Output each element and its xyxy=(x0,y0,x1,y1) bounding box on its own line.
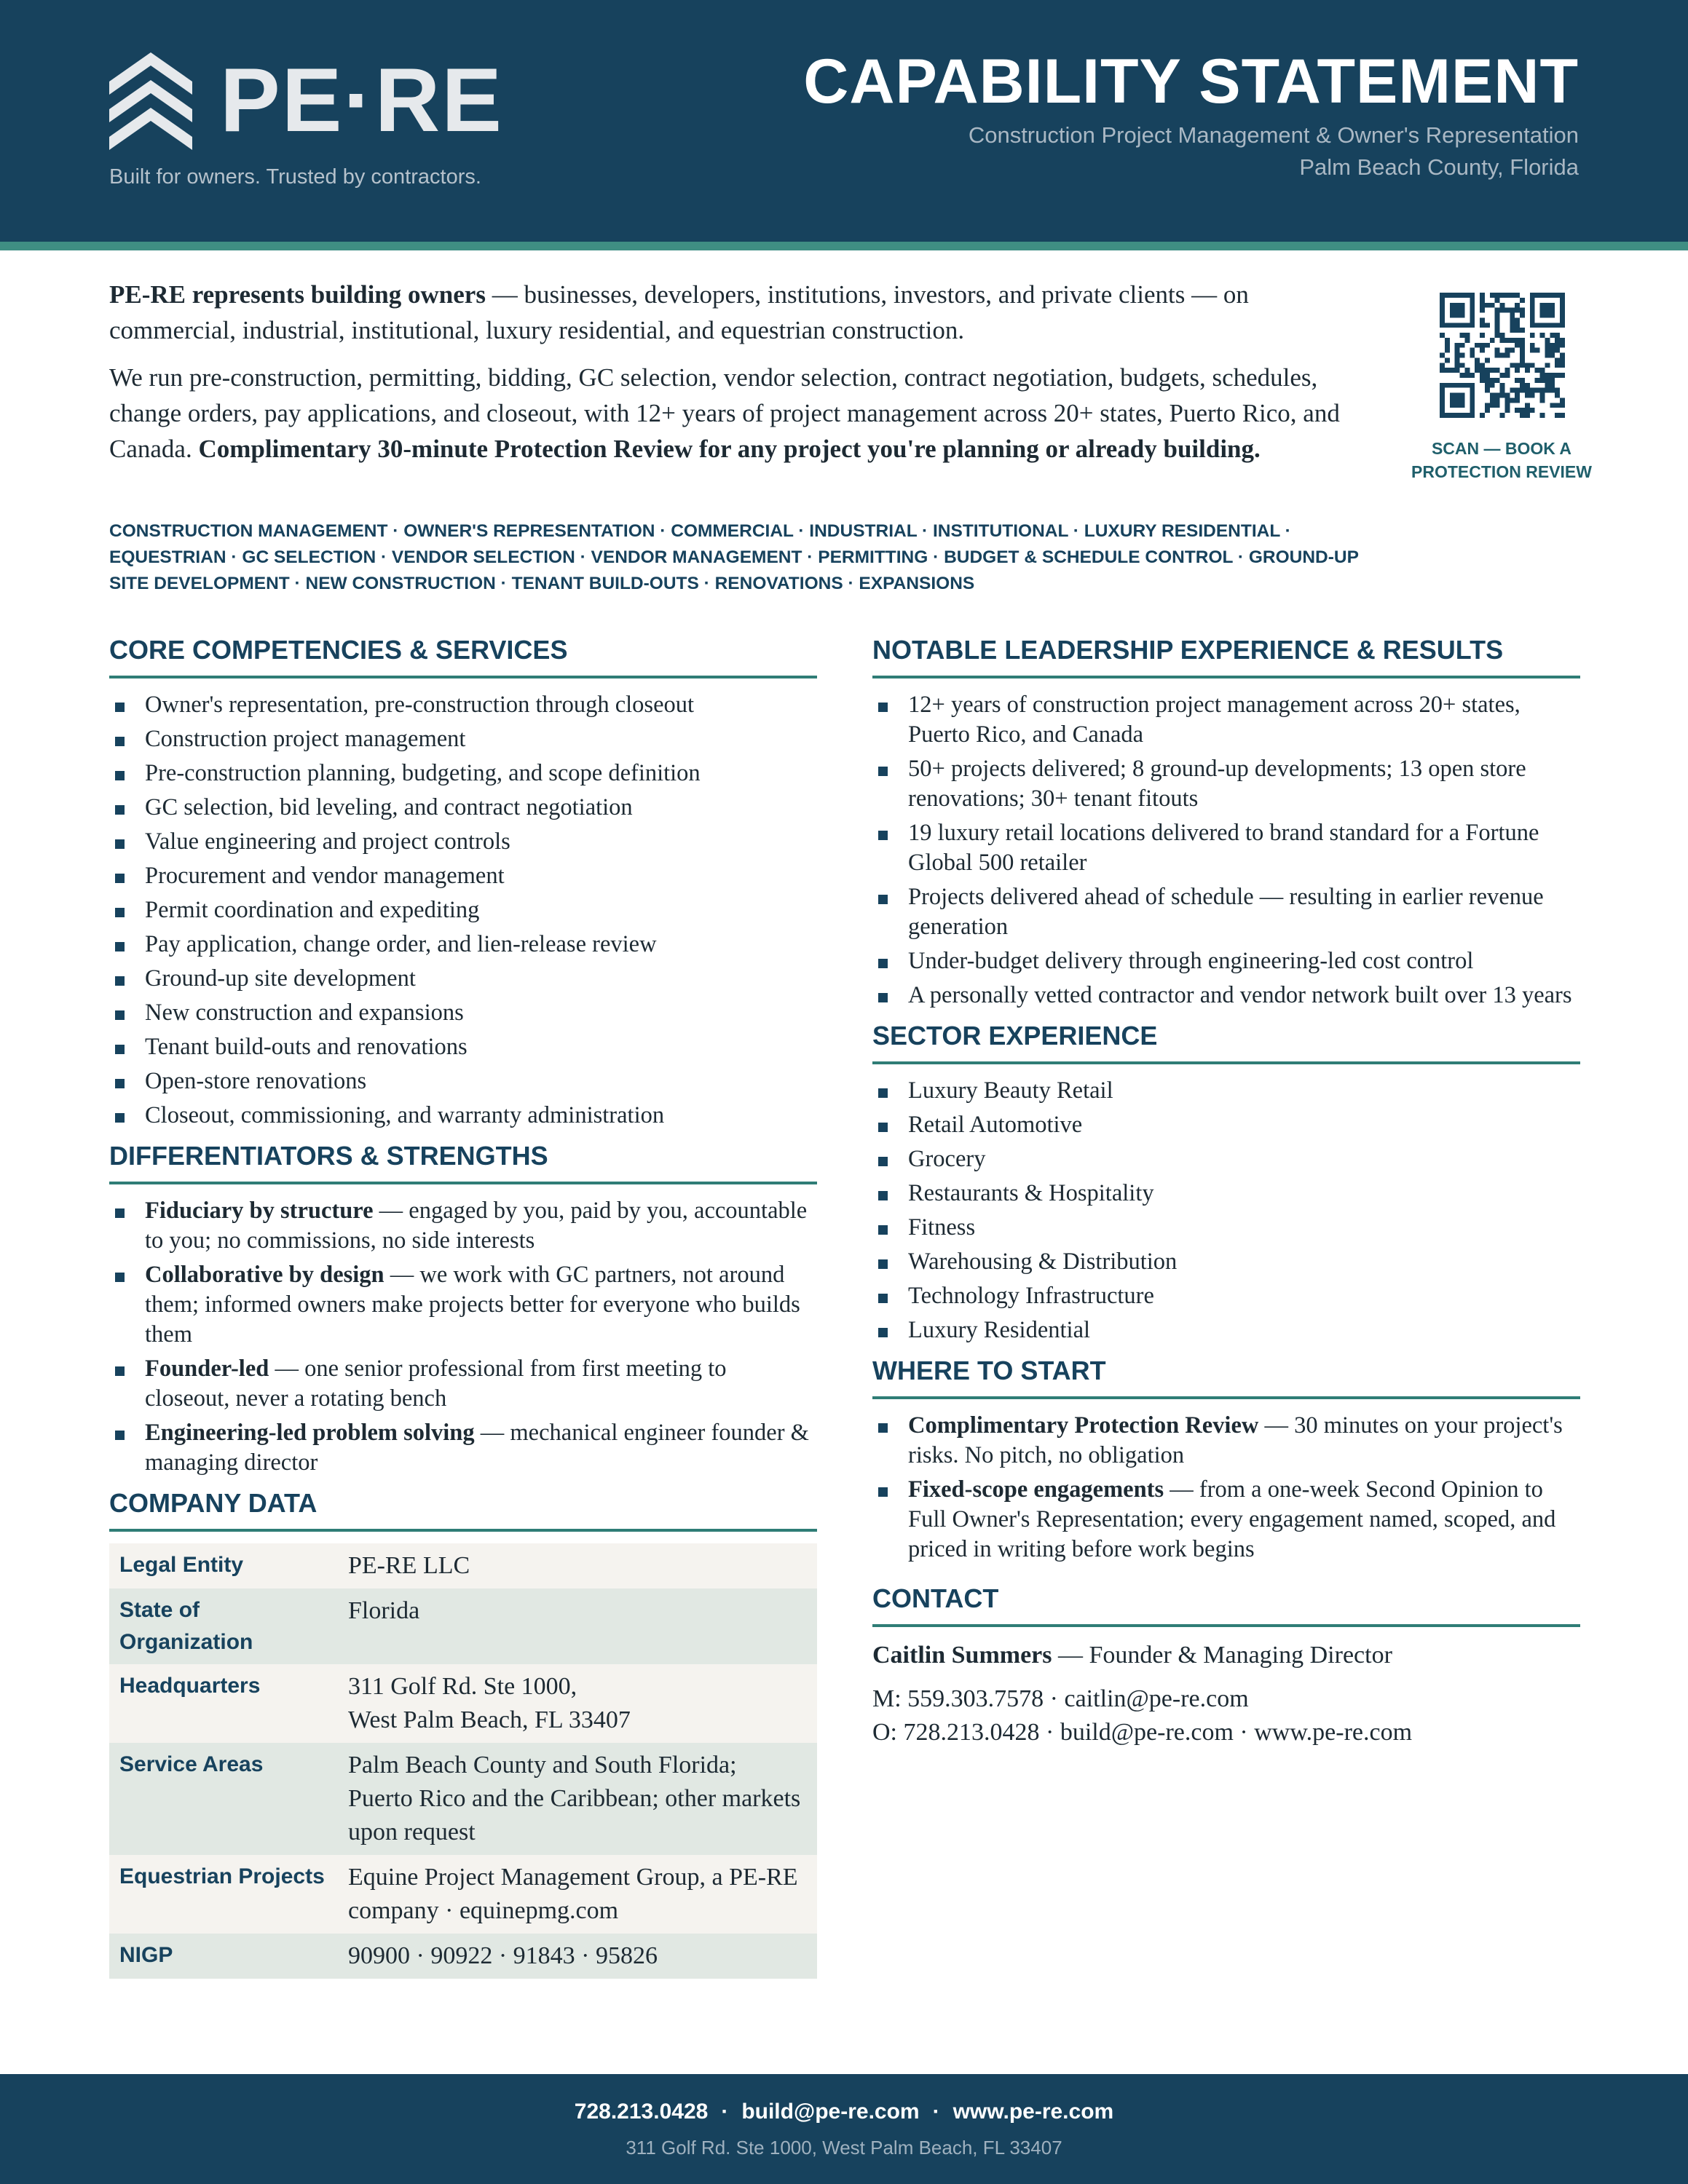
document-location: Palm Beach County, Florida xyxy=(1299,154,1579,180)
header-banner xyxy=(0,0,1688,242)
list-item xyxy=(109,1260,817,1350)
list-item: 19 luxury retail locations delivered to brand standard for a Fortune Global 500 retailer xyxy=(872,818,1580,878)
right-column xyxy=(872,633,1580,1749)
where-to-start-list xyxy=(872,1411,1580,1564)
contact-heading: CONTACT xyxy=(872,1582,1580,1627)
list-item-text: — we work with GC partners, not around them; informed owners make projects better for everyone who builds them xyxy=(145,1262,800,1348)
leadership-list xyxy=(872,690,1580,1010)
intro-paragraph-2 xyxy=(109,360,1347,467)
list-item: A personally vetted contractor and vendor network built over 13 years xyxy=(872,981,1580,1010)
qr-caption: SCAN — BOOK A PROTECTION REVIEW xyxy=(1411,439,1592,481)
footer-email[interactable]: build@pe-re.com xyxy=(741,2100,920,2124)
row-value: Florida xyxy=(348,1597,420,1624)
contact-name: Caitlin Summers xyxy=(872,1642,1052,1669)
list-item-lead: Collaborative by design xyxy=(145,1262,384,1288)
where-to-start-heading: WHERE TO START xyxy=(872,1354,1580,1399)
contact-office-line[interactable]: O: 728.213.0428 · build@pe-re.com · www.pe-re.com xyxy=(872,1719,1413,1746)
leadership-heading: NOTABLE LEADERSHIP EXPERIENCE & RESULTS xyxy=(872,633,1580,678)
list-item xyxy=(109,1354,817,1414)
footer-separator: · xyxy=(932,2100,940,2124)
list-item-lead: Complimentary Protection Review xyxy=(908,1412,1259,1439)
row-value: 90900 · 90922 · 91843 · 95826 xyxy=(348,1942,658,1969)
address-line-2: West Palm Beach, FL 33407 xyxy=(348,1706,631,1733)
core-competencies-list xyxy=(109,690,817,1131)
list-item: Projects delivered ahead of schedule — resulting in earlier revenue generation xyxy=(872,882,1580,942)
list-item xyxy=(872,1411,1580,1471)
list-item: Retail Automotive xyxy=(872,1110,1580,1140)
list-item-text: — 30 minutes on your project's risks. No pitch, no obligation xyxy=(908,1412,1563,1468)
row-label: Headquarters xyxy=(119,1674,261,1698)
sector-list xyxy=(872,1076,1580,1345)
footer-address: 311 Golf Rd. Ste 1000, West Palm Beach, FL 33407 xyxy=(626,2137,1062,2159)
document-subtitle: Construction Project Management & Owner's Representation xyxy=(968,122,1579,148)
list-item: Pre-construction planning, budgeting, and scope definition xyxy=(109,759,817,788)
intro-services: We run pre-construction, permitting, bidding, GC selection, vendor selection, contract negotiation, budgets, schedules, change orders, pay applications, and closeout, with 12+ years of project management across 20+ states, Puerto Rico, and Canada. xyxy=(109,363,1340,463)
row-label: NIGP xyxy=(119,1943,173,1967)
header-accent-rule xyxy=(0,242,1688,250)
tagline: Built for owners. Trusted by contractors. xyxy=(109,165,481,189)
keyword-list: CONSTRUCTION MANAGEMENT · OWNER'S REPRESENTATION · COMMERCIAL · INDUSTRIAL · INSTITUTIONAL · LUXURY RESIDENTIAL · EQUESTRIAN · GC SELECTION · VENDOR SELECTION · VENDOR MANAGEMENT · PERMITTING · BUDGET & SCHEDULE CONTROL · GROUND-UP SITE DEVELOPMENT · NEW CONSTRUCTION · TENANT BUILD-OUTS · RENOVATIONS · EXPANSIONS xyxy=(109,521,1359,593)
list-item: 50+ projects delivered; 8 ground-up developments; 13 open store renovations; 30+ tenant fitouts xyxy=(872,754,1580,814)
contact-person xyxy=(872,1639,1580,1672)
table-row xyxy=(109,1934,817,1979)
core-competencies-heading: CORE COMPETENCIES & SERVICES xyxy=(109,633,817,678)
row-label: Service Areas xyxy=(119,1752,264,1776)
row-label: Equestrian Projects xyxy=(119,1864,325,1888)
intro-lead-rest: — businesses, developers, institutions, investors, and private clients — on commercial, industrial, institutional, luxury residential, and equestrian construction. xyxy=(109,280,1249,344)
list-item: Fitness xyxy=(872,1213,1580,1243)
list-item: Tenant build-outs and renovations xyxy=(109,1032,817,1062)
list-item: Closeout, commissioning, and warranty administration xyxy=(109,1101,817,1131)
list-item: Luxury Residential xyxy=(872,1315,1580,1345)
list-item: Technology Infrastructure xyxy=(872,1281,1580,1311)
address-line-1: 311 Golf Rd. Ste 1000, xyxy=(348,1673,577,1700)
intro-lead: PE-RE represents building owners xyxy=(109,280,486,309)
row-value: Equine Project Management Group, a PE-RE company · equinepmg.com xyxy=(348,1864,798,1924)
row-value xyxy=(338,1664,817,1743)
list-item: Under-budget delivery through engineering-led cost control xyxy=(872,946,1580,976)
document-title: CAPABILITY STATEMENT xyxy=(803,47,1579,116)
company-data-table xyxy=(109,1543,817,1979)
list-item: Pay application, change order, and lien-release review xyxy=(109,930,817,960)
intro-paragraph-1 xyxy=(109,277,1347,348)
list-item: Luxury Beauty Retail xyxy=(872,1076,1580,1106)
table-row xyxy=(109,1855,817,1934)
row-label: Legal Entity xyxy=(119,1553,244,1577)
footer-phone[interactable]: 728.213.0428 xyxy=(574,2100,709,2124)
intro-text xyxy=(109,277,1347,478)
list-item-text: — mechanical engineer founder & managing director xyxy=(145,1420,809,1476)
row-value: PE-RE LLC xyxy=(348,1552,470,1579)
list-item-text: — one senior professional from first meeting to closeout, never a rotating bench xyxy=(145,1356,727,1412)
table-row xyxy=(109,1543,817,1588)
footer-separator: · xyxy=(721,2100,729,2124)
list-item xyxy=(109,1196,817,1256)
list-item-text: — engaged by you, paid by you, accountable to you; no commissions, no side interests xyxy=(145,1198,808,1254)
row-value: Palm Beach County and South Florida; Puerto Rico and the Caribbean; other markets upon request xyxy=(348,1752,801,1845)
list-item: Ground-up site development xyxy=(109,964,817,994)
contact-role: — Founder & Managing Director xyxy=(1052,1642,1392,1669)
list-item: Warehousing & Distribution xyxy=(872,1247,1580,1277)
list-item xyxy=(109,1418,817,1478)
list-item: Owner's representation, pre-construction through closeout xyxy=(109,690,817,720)
list-item: Construction project management xyxy=(109,724,817,754)
list-item: 12+ years of construction project management across 20+ states, Puerto Rico, and Canada xyxy=(872,690,1580,750)
sector-heading: SECTOR EXPERIENCE xyxy=(872,1019,1580,1064)
company-data-heading: COMPANY DATA xyxy=(109,1487,817,1532)
list-item xyxy=(872,1475,1580,1564)
intro-offer: Complimentary 30-minute Protection Review for any project you're planning or already building. xyxy=(198,435,1261,463)
list-item: Permit coordination and expediting xyxy=(109,895,817,925)
list-item: Restaurants & Hospitality xyxy=(872,1179,1580,1208)
list-item-lead: Fiduciary by structure xyxy=(145,1198,374,1224)
table-row xyxy=(109,1588,817,1664)
logo-chevron-icon xyxy=(109,52,192,151)
list-item-lead: Engineering-led problem solving xyxy=(145,1420,475,1446)
footer-contact-line xyxy=(0,2100,1688,2124)
table-row xyxy=(109,1743,817,1855)
footer-banner xyxy=(0,2074,1688,2184)
qr-code-icon[interactable] xyxy=(1440,293,1565,418)
differentiators-heading: DIFFERENTIATORS & STRENGTHS xyxy=(109,1139,817,1184)
list-item: Procurement and vendor management xyxy=(109,861,817,891)
list-item: Open-store renovations xyxy=(109,1067,817,1096)
list-item-lead: Founder-led xyxy=(145,1356,269,1382)
footer-website[interactable]: www.pe-re.com xyxy=(953,2100,1114,2124)
list-item: New construction and expansions xyxy=(109,998,817,1028)
contact-mobile-line[interactable]: M: 559.303.7578 · caitlin@pe-re.com xyxy=(872,1685,1249,1712)
list-item: Grocery xyxy=(872,1144,1580,1174)
differentiators-list xyxy=(109,1196,817,1478)
list-item: GC selection, bid leveling, and contract negotiation xyxy=(109,793,817,823)
list-item-text: — from a one-week Second Opinion to Full Owner's Representation; every engagement named, scoped, and priced in writing before work begins xyxy=(908,1476,1556,1562)
table-row xyxy=(109,1664,817,1743)
list-item-lead: Fixed-scope engagements xyxy=(908,1476,1164,1503)
list-item: Value engineering and project controls xyxy=(109,827,817,857)
logo-wordmark: PE·RE xyxy=(220,50,503,151)
row-label: State of Organization xyxy=(119,1598,253,1654)
left-column xyxy=(109,633,817,1979)
